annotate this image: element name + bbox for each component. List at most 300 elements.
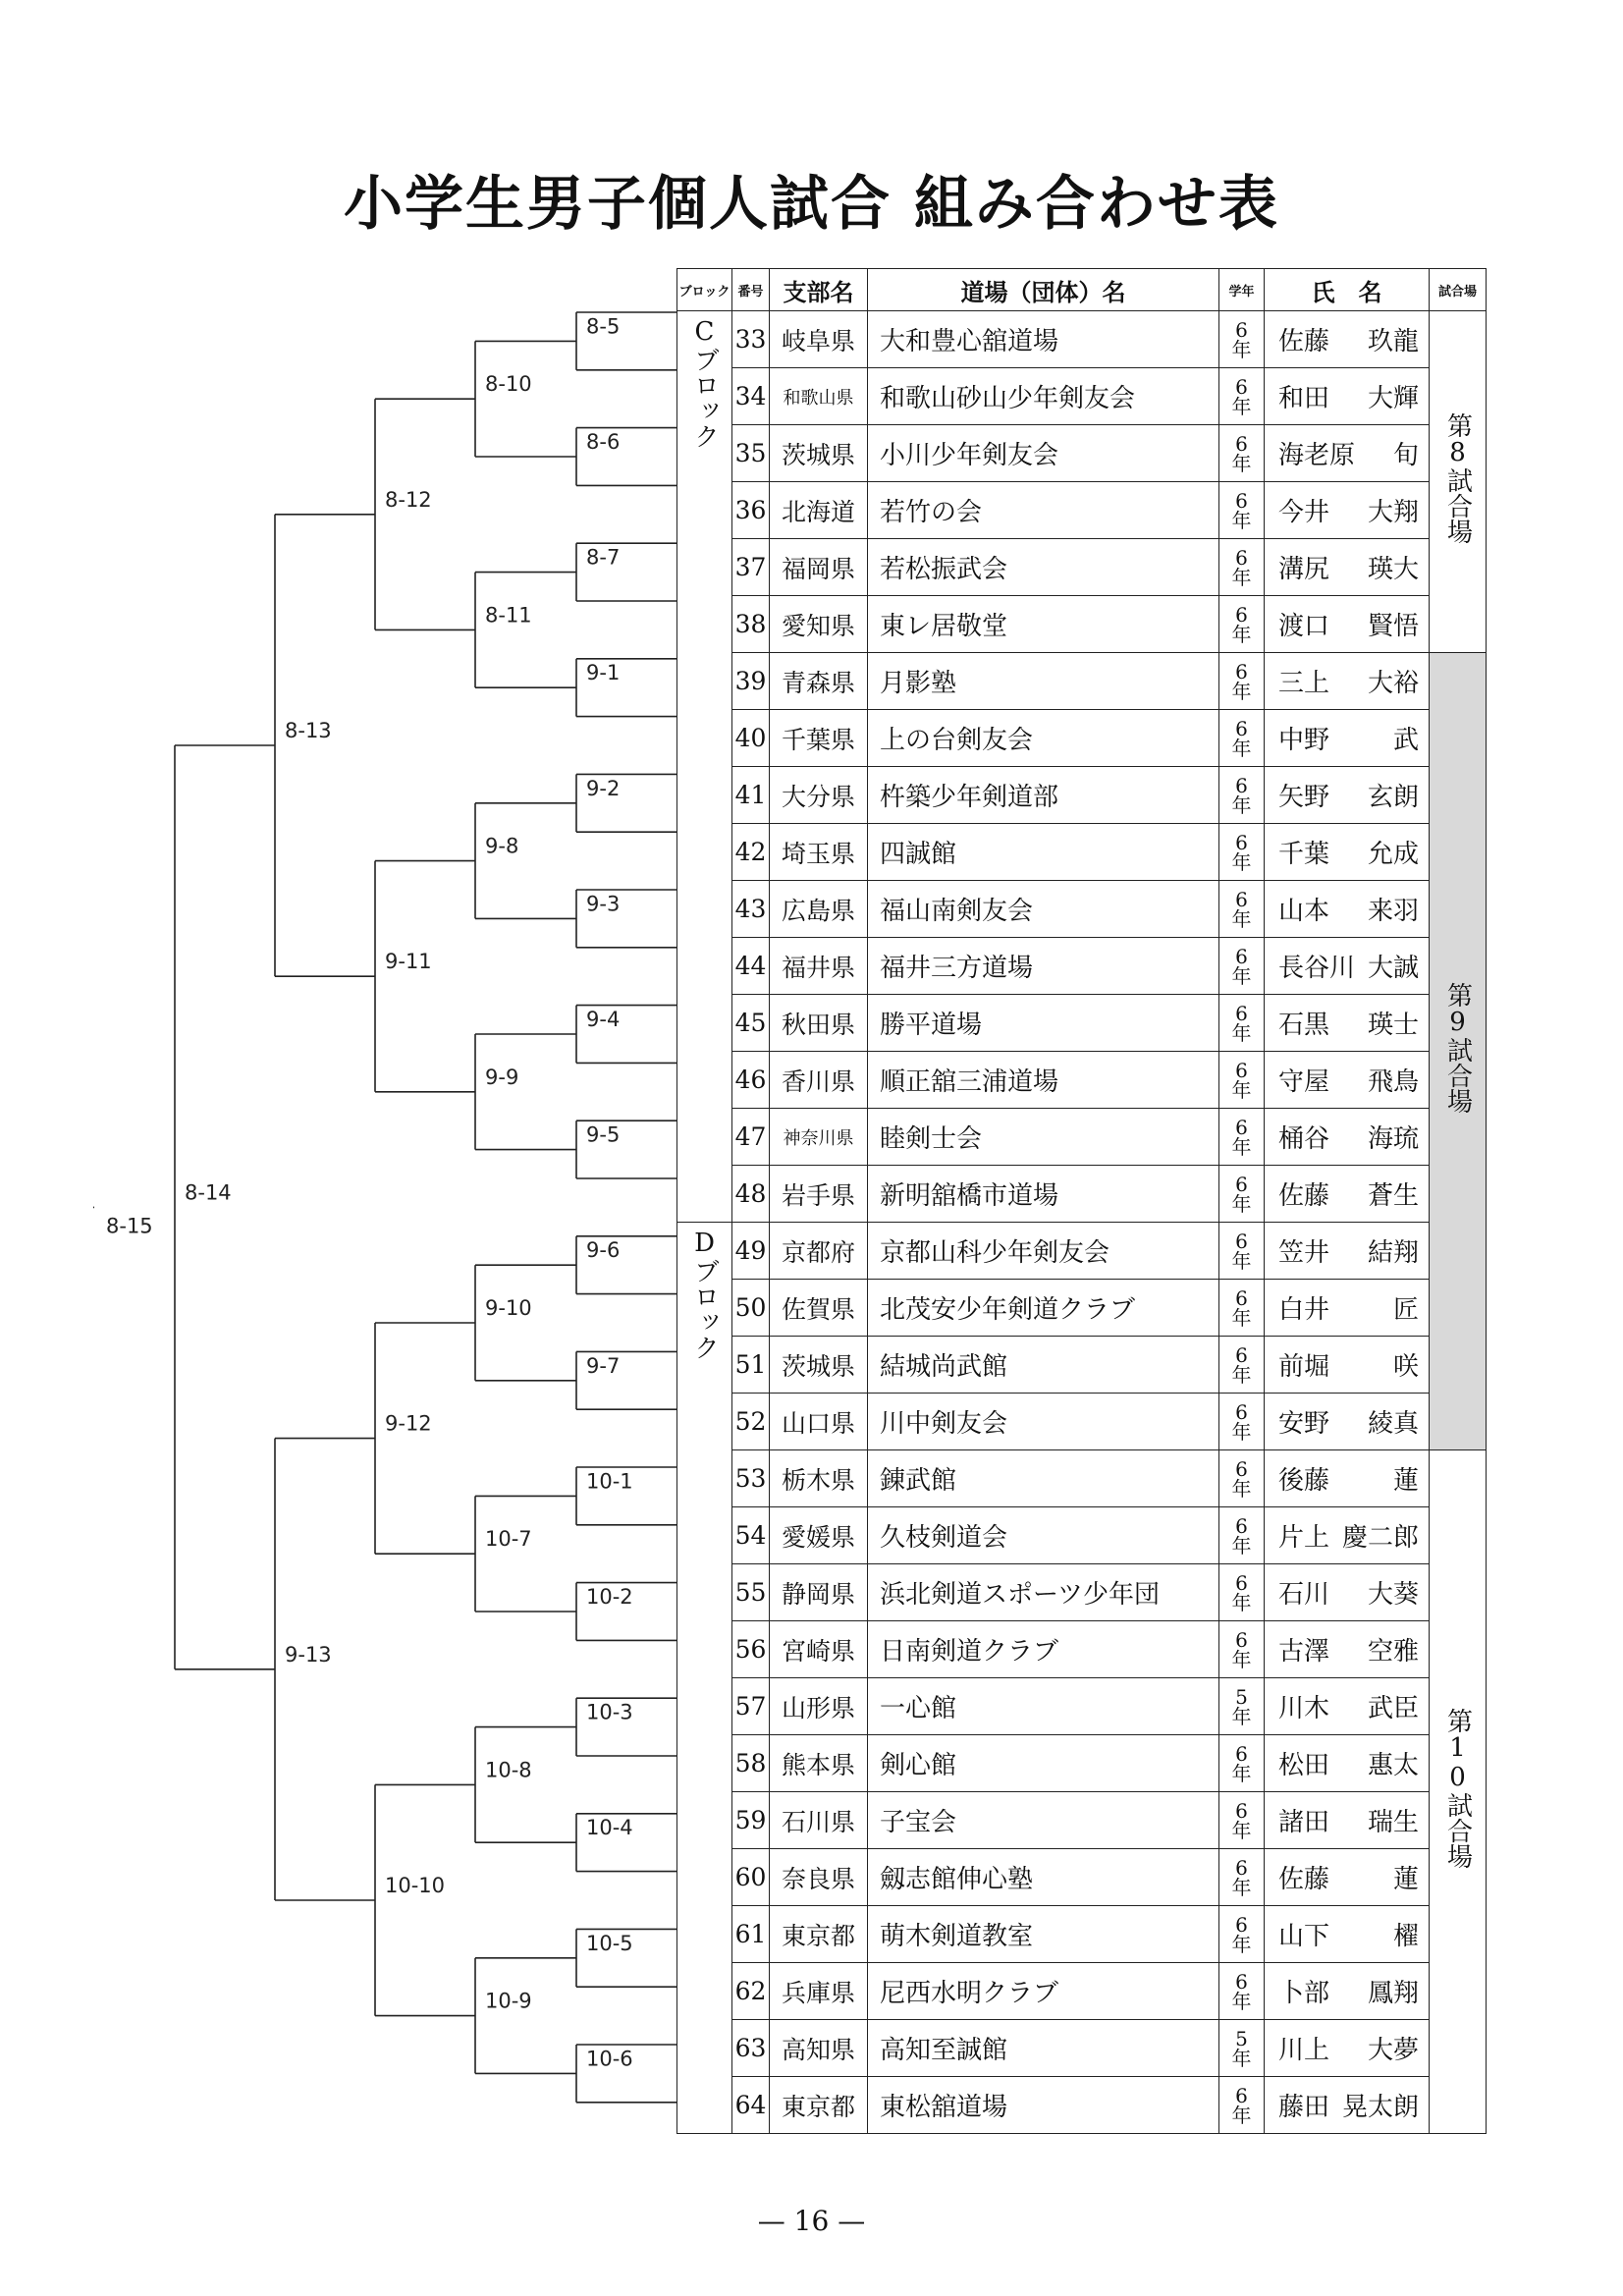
grade-unit: 年 — [1231, 1704, 1252, 1728]
grade-unit: 年 — [1231, 1305, 1252, 1330]
given-name: 匠 — [1392, 1295, 1419, 1325]
entry-name — [1265, 1223, 1430, 1280]
grade-value: 6 — [1235, 716, 1248, 740]
given-name: 大葵 — [1367, 1580, 1419, 1610]
grade-unit: 年 — [1231, 1818, 1252, 1842]
header-venue: 試合場 — [1430, 269, 1487, 311]
page-number: — 16 — — [757, 2205, 866, 2237]
entry-prefecture: 熊本県 — [770, 1735, 868, 1792]
family-name: 三上 — [1278, 669, 1330, 698]
match-label: 9-4 — [586, 1008, 621, 1031]
given-name: 惠太 — [1367, 1751, 1419, 1780]
header-prefecture: 支部名 — [770, 269, 868, 311]
grade-value: 6 — [1235, 374, 1248, 399]
entry-name — [1265, 596, 1430, 653]
table-row — [677, 2077, 1487, 2134]
entry-prefecture: 茨城県 — [770, 425, 868, 482]
grade-unit: 年 — [1231, 1647, 1252, 1671]
entry-prefecture: 青森県 — [770, 653, 868, 710]
header-grade: 学年 — [1219, 269, 1265, 311]
tournament-bracket — [0, 0, 677, 2296]
given-name: 旬 — [1392, 441, 1419, 470]
grade-unit: 年 — [1231, 736, 1252, 760]
table-row — [677, 995, 1487, 1052]
entry-grade — [1219, 1394, 1265, 1450]
given-name: 鳳翔 — [1367, 1979, 1419, 2008]
table-row — [677, 710, 1487, 767]
entry-dojo: 月影塾 — [868, 653, 1219, 710]
grade-unit: 年 — [1231, 793, 1252, 817]
vertical-char: ク — [689, 423, 720, 449]
given-name: 海琉 — [1367, 1124, 1419, 1154]
family-name: 卜部 — [1278, 1979, 1330, 2008]
family-name: 長谷川 — [1278, 954, 1356, 983]
entry-grade — [1219, 1621, 1265, 1678]
vertical-char: 試 — [1442, 1792, 1473, 1818]
family-name: 佐藤 — [1278, 1865, 1330, 1894]
match-label: 8-7 — [586, 545, 621, 570]
family-name: 千葉 — [1278, 840, 1330, 869]
entry-grade — [1219, 881, 1265, 938]
entry-number: 44 — [732, 938, 770, 995]
grade-value: 6 — [1235, 1912, 1248, 1937]
family-name: 石川 — [1278, 1580, 1330, 1610]
entry-prefecture: 京都府 — [770, 1223, 868, 1280]
grade-value: 6 — [1235, 1342, 1248, 1367]
entry-grade — [1219, 1564, 1265, 1621]
entry-number: 53 — [732, 1450, 770, 1507]
vertical-char: ッ — [689, 1309, 720, 1335]
block-cell — [677, 1223, 732, 2134]
vertical-char: ッ — [689, 398, 720, 423]
table-row — [677, 1963, 1487, 2020]
entry-name — [1265, 1507, 1430, 1564]
entry-dojo: 福井三方道場 — [868, 938, 1219, 995]
grade-value: 6 — [1235, 1969, 1248, 1994]
grade-unit: 年 — [1231, 1134, 1252, 1159]
family-name: 中野 — [1278, 726, 1330, 755]
entry-grade — [1219, 1963, 1265, 2020]
vertical-char: 試 — [1442, 467, 1473, 493]
grade-unit: 年 — [1231, 849, 1252, 874]
entry-name — [1265, 1678, 1430, 1735]
grade-value: 6 — [1235, 773, 1248, 797]
vertical-char: 場 — [1442, 519, 1473, 544]
grade-value: 6 — [1235, 1513, 1248, 1538]
table-row — [677, 596, 1487, 653]
vertical-char: 第 — [1442, 1708, 1473, 1733]
entry-dojo: 杵築少年剣道部 — [868, 767, 1219, 824]
entry-dojo: 川中剣友会 — [868, 1394, 1219, 1450]
table-row — [677, 1394, 1487, 1450]
grade-value: 6 — [1235, 944, 1248, 968]
entry-number: 60 — [732, 1849, 770, 1906]
given-name: 賢悟 — [1367, 612, 1419, 641]
grade-unit: 年 — [1231, 1533, 1252, 1558]
entry-name — [1265, 710, 1430, 767]
entry-grade — [1219, 1906, 1265, 1963]
grade-unit: 年 — [1231, 963, 1252, 988]
table-row — [677, 539, 1487, 596]
grade-unit: 年 — [1231, 1419, 1252, 1444]
family-name: 白井 — [1278, 1295, 1330, 1325]
grade-unit: 年 — [1231, 1248, 1252, 1273]
entry-name — [1265, 1280, 1430, 1337]
entry-dojo: 順正舘三浦道場 — [868, 1052, 1219, 1109]
family-name: 諸田 — [1278, 1808, 1330, 1837]
grade-value: 6 — [1235, 1058, 1248, 1082]
family-name: 渡口 — [1278, 612, 1330, 641]
entry-dojo: 睦剣士会 — [868, 1109, 1219, 1166]
entry-number: 47 — [732, 1109, 770, 1166]
grade-unit: 年 — [1231, 451, 1252, 475]
entry-number: 50 — [732, 1280, 770, 1337]
grade-value: 6 — [1235, 830, 1248, 854]
entry-name — [1265, 1906, 1430, 1963]
table-row — [677, 1223, 1487, 1280]
entry-dojo: 勝平道場 — [868, 995, 1219, 1052]
family-name: 松田 — [1278, 1751, 1330, 1780]
match-label: 8-13 — [285, 719, 332, 742]
entry-prefecture: 東京都 — [770, 2077, 868, 2134]
vertical-char: 9 — [1442, 1008, 1473, 1037]
match-label: 9-5 — [586, 1122, 621, 1147]
entry-dojo: 浜北剣道スポーツ少年団 — [868, 1564, 1219, 1621]
entry-dojo: 結城尚武館 — [868, 1337, 1219, 1394]
entry-name — [1265, 1849, 1430, 1906]
entry-number: 33 — [732, 311, 770, 368]
entry-dojo: 若竹の会 — [868, 482, 1219, 539]
grade-value: 6 — [1235, 1399, 1248, 1424]
table-row — [677, 653, 1487, 710]
grade-unit: 年 — [1231, 565, 1252, 589]
table-row — [677, 1280, 1487, 1337]
entry-dojo: 錬武館 — [868, 1450, 1219, 1507]
match-label: 10-10 — [385, 1874, 446, 1897]
match-label: 9-13 — [285, 1642, 332, 1667]
entry-grade — [1219, 539, 1265, 596]
match-label: 10-6 — [586, 2047, 633, 2071]
entry-dojo: 和歌山砂山少年剣友会 — [868, 368, 1219, 425]
grade-unit: 年 — [1231, 906, 1252, 931]
given-name: 慶二郎 — [1341, 1523, 1419, 1553]
entry-prefecture: 福岡県 — [770, 539, 868, 596]
family-name: 山下 — [1278, 1922, 1330, 1951]
grade-unit: 年 — [1231, 1476, 1252, 1501]
entry-prefecture: 愛知県 — [770, 596, 868, 653]
given-name: 瑞生 — [1367, 1808, 1419, 1837]
entry-number: 34 — [732, 368, 770, 425]
table-row — [677, 824, 1487, 881]
entry-prefecture: 岐阜県 — [770, 311, 868, 368]
table-row — [677, 368, 1487, 425]
entry-dojo: 四誠館 — [868, 824, 1219, 881]
table-row — [677, 1849, 1487, 1906]
vertical-char: 10 — [1442, 1733, 1473, 1792]
entry-number: 37 — [732, 539, 770, 596]
given-name: 飛鳥 — [1367, 1067, 1419, 1097]
entry-prefecture: 千葉県 — [770, 710, 868, 767]
entry-name — [1265, 1450, 1430, 1507]
entry-dojo: 尼西水明クラブ — [868, 1963, 1219, 2020]
given-name: 結翔 — [1367, 1238, 1419, 1268]
entry-number: 59 — [732, 1792, 770, 1849]
family-name: 後藤 — [1278, 1466, 1330, 1496]
entry-number: 64 — [732, 2077, 770, 2134]
grade-unit: 年 — [1231, 1590, 1252, 1614]
grade-value: 6 — [1235, 1456, 1248, 1481]
entry-dojo: 東レ居敬堂 — [868, 596, 1219, 653]
entry-number: 52 — [732, 1394, 770, 1450]
vertical-char: ブ — [689, 347, 720, 372]
entry-name — [1265, 1963, 1430, 2020]
table-header-row — [677, 269, 1487, 311]
entry-prefecture: 茨城県 — [770, 1337, 868, 1394]
grade-value: 6 — [1235, 659, 1248, 683]
entry-prefecture: 奈良県 — [770, 1849, 868, 1906]
given-name: 玖龍 — [1367, 327, 1419, 356]
table-row — [677, 1906, 1487, 1963]
vertical-char: 8 — [1442, 438, 1473, 467]
family-name: 桶谷 — [1278, 1124, 1330, 1154]
header-dojo: 道場（団体）名 — [868, 269, 1219, 311]
entry-grade — [1219, 2077, 1265, 2134]
given-name: 武 — [1392, 726, 1419, 755]
table-row — [677, 1621, 1487, 1678]
entry-prefecture: 埼玉県 — [770, 824, 868, 881]
entry-dojo: 子宝会 — [868, 1792, 1219, 1849]
entry-number: 49 — [732, 1223, 770, 1280]
grade-value: 6 — [1235, 1798, 1248, 1823]
grade-value: 6 — [1235, 1115, 1248, 1139]
table-row — [677, 1735, 1487, 1792]
grade-value: 6 — [1235, 887, 1248, 911]
entry-number: 41 — [732, 767, 770, 824]
entry-dojo: 北茂安少年剣道クラブ — [868, 1280, 1219, 1337]
venue-cell — [1430, 1450, 1487, 2134]
match-label: 9-8 — [485, 834, 519, 858]
given-name: 蓮 — [1392, 1865, 1419, 1894]
match-label: 8-6 — [586, 430, 621, 454]
entry-dojo: 劔志館伸心塾 — [868, 1849, 1219, 1906]
entry-grade — [1219, 596, 1265, 653]
vertical-char: D — [689, 1229, 720, 1258]
family-name: 佐藤 — [1278, 327, 1330, 356]
entry-name — [1265, 881, 1430, 938]
family-name: 前堀 — [1278, 1352, 1330, 1382]
vertical-char: 合 — [1442, 1063, 1473, 1088]
match-label: 10-2 — [586, 1585, 633, 1609]
match-label: 10-9 — [485, 1989, 532, 2013]
entry-name — [1265, 425, 1430, 482]
family-name: 和田 — [1278, 384, 1330, 413]
match-label: 9-7 — [586, 1353, 621, 1378]
grade-unit: 年 — [1231, 394, 1252, 418]
entry-prefecture: 兵庫県 — [770, 1963, 868, 2020]
vertical-char: 合 — [1442, 493, 1473, 519]
grade-value: 6 — [1235, 1001, 1248, 1025]
match-label: 9-1 — [586, 661, 621, 685]
entry-table — [676, 268, 1487, 2134]
vertical-char: C — [689, 317, 720, 347]
entry-grade — [1219, 425, 1265, 482]
vertical-char: 合 — [1442, 1818, 1473, 1843]
given-name: 玄朗 — [1367, 783, 1419, 812]
given-name: 櫂 — [1392, 1922, 1419, 1951]
given-name: 大誠 — [1367, 954, 1419, 983]
given-name: 咲 — [1392, 1352, 1419, 1382]
given-name: 大翔 — [1367, 498, 1419, 527]
entry-grade — [1219, 1735, 1265, 1792]
match-label: 9-3 — [586, 892, 621, 916]
entry-name — [1265, 2077, 1430, 2134]
family-name: 古澤 — [1278, 1637, 1330, 1667]
grade-unit: 年 — [1231, 1761, 1252, 1785]
vertical-char: ロ — [689, 372, 720, 398]
entry-name — [1265, 653, 1430, 710]
vertical-char: 第 — [1442, 982, 1473, 1008]
grade-value: 6 — [1235, 488, 1248, 513]
entry-number: 58 — [732, 1735, 770, 1792]
entry-name — [1265, 1621, 1430, 1678]
entry-prefecture: 岩手県 — [770, 1166, 868, 1223]
given-name: 空雅 — [1367, 1637, 1419, 1667]
entry-grade — [1219, 2020, 1265, 2077]
entry-prefecture: 石川県 — [770, 1792, 868, 1849]
grade-unit: 年 — [1231, 2103, 1252, 2127]
given-name: 允成 — [1367, 840, 1419, 869]
entry-grade — [1219, 1792, 1265, 1849]
table-row — [677, 938, 1487, 995]
grade-value: 6 — [1235, 602, 1248, 627]
table-row — [677, 1337, 1487, 1394]
entry-prefecture: 山形県 — [770, 1678, 868, 1735]
grade-unit: 年 — [1231, 1875, 1252, 1899]
header-number: 番号 — [732, 269, 770, 311]
entry-dojo: 若松振武会 — [868, 539, 1219, 596]
table-row — [677, 1052, 1487, 1109]
entry-grade — [1219, 1166, 1265, 1223]
table-row — [677, 1792, 1487, 1849]
grade-value: 6 — [1235, 1741, 1248, 1766]
entry-name — [1265, 368, 1430, 425]
entry-prefecture: 大分県 — [770, 767, 868, 824]
entry-dojo: 上の台剣友会 — [868, 710, 1219, 767]
entry-prefecture: 北海道 — [770, 482, 868, 539]
vertical-char: 第 — [1442, 412, 1473, 438]
entry-name — [1265, 539, 1430, 596]
given-name: 瑛士 — [1367, 1011, 1419, 1040]
given-name: 来羽 — [1367, 897, 1419, 926]
entry-name — [1265, 2020, 1430, 2077]
grade-unit: 年 — [1231, 1932, 1252, 1956]
entry-table-body — [677, 311, 1487, 2134]
match-label: 9-6 — [586, 1238, 621, 1263]
entry-number: 39 — [732, 653, 770, 710]
grade-value: 5 — [1235, 1684, 1248, 1709]
table-row — [677, 767, 1487, 824]
grade-value: 6 — [1235, 1229, 1248, 1253]
match-label: 8-11 — [485, 603, 532, 628]
header-block: ブロック — [677, 269, 732, 311]
entry-dojo: 新明舘橋市道場 — [868, 1166, 1219, 1223]
entry-dojo: 久枝剣道会 — [868, 1507, 1219, 1564]
entry-grade — [1219, 311, 1265, 368]
entry-name — [1265, 1052, 1430, 1109]
entry-name — [1265, 767, 1430, 824]
entry-name — [1265, 1394, 1430, 1450]
entry-name — [1265, 995, 1430, 1052]
grade-value: 6 — [1235, 2083, 1248, 2107]
match-label: 10-1 — [586, 1469, 633, 1494]
grade-unit: 年 — [1231, 622, 1252, 646]
entry-prefecture: 佐賀県 — [770, 1280, 868, 1337]
entry-number: 63 — [732, 2020, 770, 2077]
entry-grade — [1219, 1280, 1265, 1337]
entry-prefecture: 福井県 — [770, 938, 868, 995]
grade-unit: 年 — [1231, 1077, 1252, 1102]
grade-unit: 年 — [1231, 1362, 1252, 1387]
entry-prefecture: 愛媛県 — [770, 1507, 868, 1564]
entry-dojo: 萌木剣道教室 — [868, 1906, 1219, 1963]
entry-grade — [1219, 653, 1265, 710]
table-row — [677, 2020, 1487, 2077]
grade-value: 6 — [1235, 1855, 1248, 1880]
entry-name — [1265, 1792, 1430, 1849]
given-name: 大裕 — [1367, 669, 1419, 698]
entry-number: 48 — [732, 1166, 770, 1223]
vertical-char: 試 — [1442, 1037, 1473, 1063]
given-name: 瑛大 — [1367, 555, 1419, 584]
entry-grade — [1219, 1109, 1265, 1166]
family-name: 片上 — [1278, 1523, 1330, 1553]
entry-prefecture: 和歌山県 — [770, 368, 868, 425]
family-name: 海老原 — [1278, 441, 1356, 470]
grade-unit: 年 — [1231, 337, 1252, 361]
grade-unit: 年 — [1231, 508, 1252, 532]
family-name: 佐藤 — [1278, 1181, 1330, 1211]
grade-value: 5 — [1235, 2026, 1248, 2050]
entry-prefecture: 東京都 — [770, 1906, 868, 1963]
grade-value: 6 — [1235, 431, 1248, 456]
match-label: 9-9 — [485, 1065, 519, 1089]
entry-grade — [1219, 1052, 1265, 1109]
entry-dojo: 京都山科少年剣友会 — [868, 1223, 1219, 1280]
match-label: 10-8 — [485, 1758, 532, 1782]
grade-unit: 年 — [1231, 679, 1252, 703]
match-label: 8-5 — [586, 314, 621, 339]
given-name: 武臣 — [1367, 1694, 1419, 1723]
family-name: 溝尻 — [1278, 555, 1330, 584]
vertical-char: 場 — [1442, 1088, 1473, 1114]
venue-cell — [1430, 311, 1487, 653]
entry-name — [1265, 1564, 1430, 1621]
family-name: 今井 — [1278, 498, 1330, 527]
page-title: 小学生男子個人試合 組み合わせ表 — [344, 170, 1279, 239]
family-name: 川木 — [1278, 1694, 1330, 1723]
family-name: 藤田 — [1278, 2093, 1330, 2122]
entry-number: 46 — [732, 1052, 770, 1109]
family-name: 守屋 — [1278, 1067, 1330, 1097]
family-name: 笠井 — [1278, 1238, 1330, 1268]
entry-dojo: 大和豊心舘道場 — [868, 311, 1219, 368]
entry-prefecture: 宮崎県 — [770, 1621, 868, 1678]
entry-grade — [1219, 1223, 1265, 1280]
entry-dojo: 日南剣道クラブ — [868, 1621, 1219, 1678]
match-label: 9-10 — [485, 1296, 532, 1320]
entry-name — [1265, 482, 1430, 539]
entry-number: 56 — [732, 1621, 770, 1678]
